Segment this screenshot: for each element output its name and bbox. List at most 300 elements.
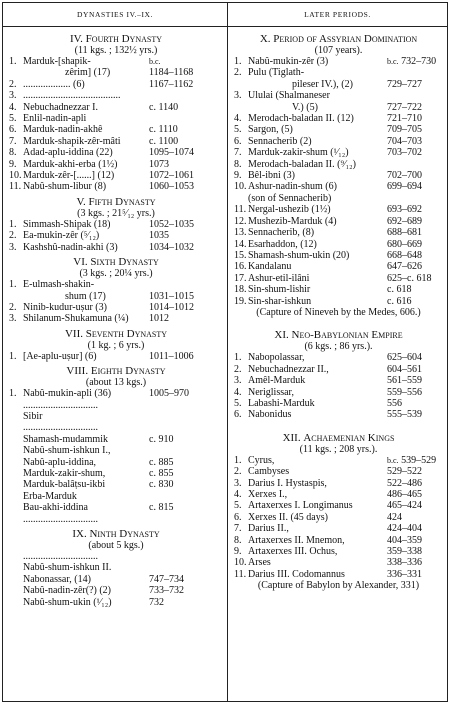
ruler-name: Nabopolassar, [248,352,305,364]
reign-dates: 424–404 [387,523,422,535]
row-number: 2. [234,67,242,79]
ruler-name: ................... (6) [23,78,85,90]
row-number: 4. [234,113,242,125]
row-number: 16. [234,261,247,273]
row-number: 1. [234,56,242,67]
reign-dates [387,67,443,78]
ruler-name: Sin-shum-lishir [248,284,311,296]
reign-dates: c. 855 [149,467,174,479]
row-number: 6. [234,511,242,523]
ruler-name: Nergal-ushezib (1½) [248,204,331,216]
ruler-name: Marduk-zakir-shum, [23,467,106,479]
left-column-header: DYNASTIES IV.–IX. [3,3,227,27]
reign-dates: 1014–1012 [149,301,194,313]
spacer [234,424,443,430]
reign-dates: c. 885 [149,456,174,468]
reign-dates: 359–338 [387,546,422,558]
left-column [3,27,227,701]
row-number [9,502,23,513]
table-row [9,230,223,241]
table-row [9,400,223,411]
table-row [234,170,443,181]
ruler-name: Nabû-mukin-apli (36) [23,388,112,400]
row-number: 10. [234,557,247,569]
ruler-name: Sin-shar-ishkun [248,295,312,307]
section-number: VII. [64,327,84,340]
reign-dates: 625–c. 618 [387,272,432,284]
reign-dates: 561–559 [387,375,422,387]
ruler-name: E-ulmash-shakin- [23,279,95,291]
table-row [234,284,443,295]
reign-dates: 604–561 [387,363,422,375]
table-row [234,67,443,78]
table-row [234,181,443,192]
row-number: 10. [9,170,22,182]
table-row [9,388,223,399]
reign-dates: c. 618 [387,284,412,296]
ruler-name: pileser IV.), (2) [292,78,353,90]
reign-dates: 1095–1074 [149,147,194,159]
row-number [9,434,23,445]
row-number [9,562,23,573]
table-row [234,523,443,534]
section-subtitle: (6 kgs. ; 86 yrs.). [304,341,373,353]
section-number: VIII. [66,365,89,378]
ruler-name: Xerxes II. (45 days) [248,511,328,523]
reign-dates [149,411,223,422]
row-number: 1. [9,279,17,291]
reign-dates: 702–700 [387,170,422,182]
row-number [9,445,23,456]
row-number: 1. [234,352,242,364]
row-number: 9. [9,158,17,170]
table-row [9,434,223,445]
row-number: 9. [234,546,242,558]
ruler-name: Nabû-shum-ishkun II. [23,562,112,574]
reign-dates: 1005–970 [149,388,189,400]
table-row [234,375,443,386]
table-row [234,364,443,375]
ruler-name: Nabû-mukin-zêr (3) [248,56,329,67]
row-number: 12. [234,215,247,227]
table-row [9,219,223,230]
table-row [9,411,223,422]
ruler-name: Shamash-shum-ukin (20) [248,249,350,261]
row-number: 6. [234,409,242,421]
section-note: (Capture of Babylon by Alexander, 331) [257,580,420,592]
ruler-name: Artaxerxes II. Mnemon, [248,534,345,546]
reign-dates: 747–734 [149,573,184,585]
right-column-header: LATER PERIODS. [228,3,447,27]
ruler-name: Bau-akhi-iddina [23,502,88,514]
table-row [9,79,223,90]
table-row [234,102,443,113]
table-row [234,546,443,557]
row-number [9,400,23,411]
reign-dates: 699–694 [387,181,422,193]
row-number: 19. [234,295,247,307]
table-row [9,113,223,124]
table-row [234,261,443,272]
bc-label: b.c. [387,455,399,465]
reign-dates: 555–539 [387,409,422,421]
section-name: Period of Assyrian Domination [273,33,418,45]
ruler-name: Xerxes I., [248,489,288,500]
ruler-name: Sibir [23,410,43,422]
ruler-name: Kashshû-nadin-akhi (3) [23,241,118,253]
row-number: 2. [234,466,242,478]
row-number: 2. [9,78,17,90]
row-number: 2. [9,301,17,313]
section-number: IX. [72,528,87,540]
ruler-name: .............................. [23,399,98,411]
table-row [234,124,443,135]
table-row [9,67,223,78]
reign-dates: 733–732 [149,585,184,597]
row-number [9,514,23,525]
row-number: 1. [9,350,17,362]
ruler-name: Darius II., [248,523,289,535]
section-sixth-dynasty [9,256,223,325]
table-row [9,457,223,468]
ruler-name: Marduk-zakir-shum (¹⁄₁₂) [248,147,349,159]
table-row [234,250,443,261]
table-row [9,479,223,490]
section-name: Eighth Dynasty [90,365,166,378]
row-number: 6. [9,124,17,136]
ruler-name: Mushezib-Marduk (4) [248,215,337,227]
section-title [9,33,223,45]
ruler-name: Nabû-aplu-iddina, [23,456,97,468]
ruler-name: Cyrus, [248,454,275,466]
section-title [9,256,223,268]
row-number: 3. [9,90,17,102]
table-row [9,159,223,170]
reign-dates: 625–604 [387,352,422,364]
reign-dates: 522–486 [387,477,422,489]
reign-dates: 1031–1015 [149,290,194,302]
table-row [9,242,223,253]
reign-dates: 1011–1006 [149,350,194,362]
reign-dates [149,90,223,101]
reign-dates: 732 [149,596,164,608]
table-row [234,204,443,215]
reign-dates: c. 815 [149,502,174,514]
table-row [9,313,223,324]
table-row [234,296,443,307]
reign-dates: c. 1140 [149,101,179,113]
row-number [9,585,23,596]
ruler-name: Merodach-baladan II. (12) [248,113,354,125]
section-number: XI. [274,329,289,342]
section-subtitle: (about 13 kgs.) [85,377,147,389]
row-number: 11. [234,204,247,216]
table-row [9,468,223,479]
row-number [9,67,23,78]
section-number: IV. [69,33,83,45]
table-row [9,514,223,525]
table-row [234,136,443,147]
reign-dates: 688–681 [387,227,422,239]
table-row [9,90,223,101]
row-number: 8. [234,534,242,546]
ruler-name: Ashur-nadin-shum (6) [248,181,337,193]
row-number: 3. [9,241,17,253]
table-row [9,502,223,513]
ruler-name: Ululai (Shalmaneser [248,90,330,102]
row-number: 7. [9,135,17,147]
reign-dates: 424 [387,511,402,523]
section-fifth-dynasty [9,196,223,253]
table-row [9,181,223,192]
ruler-name: Pulu (Tiglath- [248,67,305,79]
table-row [9,562,223,573]
reign-dates: 1072–1061 [149,170,194,182]
reign-dates: 1052–1035 [149,218,194,230]
reign-dates: 704–703 [387,135,422,147]
row-number: 13. [234,227,247,239]
ruler-name: zêrim] (17) [65,67,111,79]
ruler-name: Sargon, (5) [248,124,293,136]
table-row [234,216,443,227]
table-row [9,279,223,290]
ruler-name: shum (17) [65,290,106,302]
section-title [9,196,223,208]
table-row [9,445,223,456]
reign-dates: 559–556 [387,386,422,398]
section-number: X. [259,33,271,45]
row-number [9,491,23,502]
ruler-name: Amêl-Marduk [248,375,306,387]
reign-dates [387,90,443,101]
bc-label: b.c. [387,57,399,66]
row-number: 10. [234,181,247,193]
table-row [234,352,443,363]
ruler-name: Adad-aplu-iddina (22) [23,147,113,159]
reign-dates: 1184–1168 [149,67,194,79]
table-row [234,147,443,158]
ruler-name: Ninib-kudur-uṣur (3) [23,301,107,313]
table-row [234,193,443,204]
reign-dates-value: 732–730 [401,56,437,67]
reign-dates: 1060–1053 [149,181,194,193]
ruler-name: Marduk-[shapik- [23,56,91,67]
ruler-name: Neriglissar, [248,386,294,398]
reign-dates [149,551,223,562]
ruler-name: Nebuchadnezzar I. [23,101,98,113]
row-number [9,457,23,468]
reign-dates [149,491,223,502]
section-title [234,329,443,341]
ruler-name: Marduk-balâṭsu-ikbi [23,479,106,491]
row-number: 3. [9,313,17,325]
reign-dates [149,422,223,433]
table-row [9,291,223,302]
reign-dates: 338–336 [387,557,422,569]
section-subtitle: (about 5 kgs.) [88,540,144,551]
section-title [234,33,443,45]
table-row [9,170,223,181]
ruler-name: Erba-Marduk [23,490,77,502]
chronology-table [2,2,448,702]
table-row [234,557,443,568]
section-ninth-dynasty [9,528,223,608]
reign-dates: c. 830 [149,479,174,491]
table-row [9,574,223,585]
section-subtitle: (3 kgs. ; 20¼ yrs.) [79,268,153,280]
ruler-name: Simmash-Shipak (18) [23,218,111,230]
table-row [9,491,223,502]
ruler-name: Nabû-shum-ukin (¹⁄₁₂) [23,596,112,608]
reign-dates [149,113,223,124]
table-row [234,478,443,489]
table-row [234,500,443,511]
reign-dates [149,400,223,411]
row-number: 14. [234,238,247,250]
ruler-name: Marduk-akhi-erba (1½) [23,158,118,170]
table-row [9,551,223,562]
row-number [9,291,23,302]
row-number: 2. [234,363,242,375]
ruler-name: Marduk-zêr-[......] (12) [23,170,115,182]
section-note: (Capture of Nineveh by the Medes, 606.) [256,306,421,318]
ruler-name: Darius III. Codomannus [248,568,345,580]
row-number: 9. [234,170,242,182]
row-number [9,597,23,608]
reign-dates: 668–648 [387,249,422,261]
row-number: 8. [234,158,242,170]
row-number [234,193,248,204]
table-row [234,409,443,420]
ruler-name: Nebuchadnezzar II., [248,363,329,375]
row-number [9,422,23,433]
reign-dates: 486–465 [387,489,422,500]
row-number: 11. [234,568,247,580]
table-row [234,489,443,500]
table-row [234,239,443,250]
reign-dates: 1167–1162 [149,78,194,90]
table-row [9,147,223,158]
table-row [9,422,223,433]
section-name: Seventh Dynasty [85,327,168,340]
reign-dates: 1012 [149,313,169,325]
table-row [9,124,223,135]
reign-dates: 1034–1032 [149,241,194,253]
reign-dates: 727–722 [387,101,422,113]
row-number: 1. [9,218,17,230]
reign-dates: c. 1110 [149,124,178,136]
ruler-name: Marduk-shapik-zêr-mâti [23,135,121,147]
reign-dates: 1073 [149,158,169,170]
reign-dates: 404–359 [387,534,422,546]
reign-dates: 465–424 [387,500,422,512]
ruler-name: Artaxerxes I. Longimanus [248,500,353,512]
row-number: 5. [234,500,242,512]
ruler-name: Shamash-mudammik [23,433,108,445]
table-row [234,159,443,170]
ruler-name: Nabonassar, (14) [23,573,91,585]
reign-dates: 721–710 [387,113,422,125]
table-row [9,302,223,313]
row-number [9,551,23,562]
row-number: 7. [234,147,242,159]
section-seventh-dynasty [9,328,223,362]
table-row [234,90,443,101]
row-number: 8. [9,147,17,159]
reign-dates [387,56,443,67]
table-row [234,512,443,523]
reign-dates: c. 616 [387,295,412,307]
table-row [9,56,223,67]
ruler-name: Ea-mukin-zêr (⁵⁄₁₂) [23,230,100,242]
ruler-name: Sennacherib (2) [248,135,312,147]
reign-dates: 647–626 [387,261,422,273]
reign-dates: 556 [387,397,402,409]
row-number: 5. [9,113,17,125]
section-eighth-dynasty [9,365,223,525]
row-number: 3. [234,477,242,489]
section-name: Neo-Babylonian Empire [291,329,403,342]
table-row [9,136,223,147]
row-number: 6. [234,135,242,147]
row-number [9,574,23,585]
section-assyrian-domination [234,33,443,318]
reign-dates: 709–705 [387,124,422,136]
reign-dates: 680–669 [387,238,422,250]
right-column [228,27,447,701]
row-number: 7. [234,523,242,535]
row-number: 2. [9,230,17,242]
reign-dates [387,159,443,170]
section-name: Sixth Dynasty [90,256,159,269]
reign-dates: 692–689 [387,215,422,227]
ruler-name: Merodach-baladan II. (⁹⁄₁₂) [248,158,356,170]
reign-dates [149,445,223,456]
section-neo-babylonian-empire [234,329,443,420]
reign-dates: 693–692 [387,204,422,216]
ruler-name: .............................. [23,422,98,434]
table-row [9,102,223,113]
ruler-name: Darius I. Hystaspis, [248,477,327,489]
ruler-name: Nabû-shum-libur (8) [23,181,107,193]
row-number: 1. [234,454,242,466]
ruler-name: Esarhaddon, (12) [248,238,317,250]
ruler-name: Nabonidus [248,409,292,421]
reign-dates [387,193,443,204]
ruler-name: Kandalanu [248,261,292,273]
section-number: V. [76,195,86,208]
section-title [9,365,223,377]
section-subtitle: (1 kg. ; 6 yrs.) [87,339,145,351]
reign-dates [149,562,223,573]
row-number: 5. [234,397,242,409]
reign-dates [387,455,443,466]
ruler-name: Ashur-etil-ilâni [248,272,310,284]
section-name: Achaemenian Kings [303,431,395,444]
section-subtitle: (3 kgs. ; 21⁵⁄₁₂ yrs.) [77,207,155,219]
row-number: 3. [234,90,242,102]
ruler-name: [Ae-aplu-uṣur] (6) [23,350,97,362]
row-number: 11. [9,181,22,193]
table-row [234,79,443,90]
ruler-name: .............................. [23,513,98,525]
row-number: 1. [9,388,17,400]
row-number: 4. [234,489,242,500]
section-subtitle: (11 kgs. ; 132½ yrs.) [74,45,158,56]
table-row [234,56,443,67]
section-subtitle: (11 kgs. ; 208 yrs.). [299,443,378,455]
section-title [9,328,223,340]
